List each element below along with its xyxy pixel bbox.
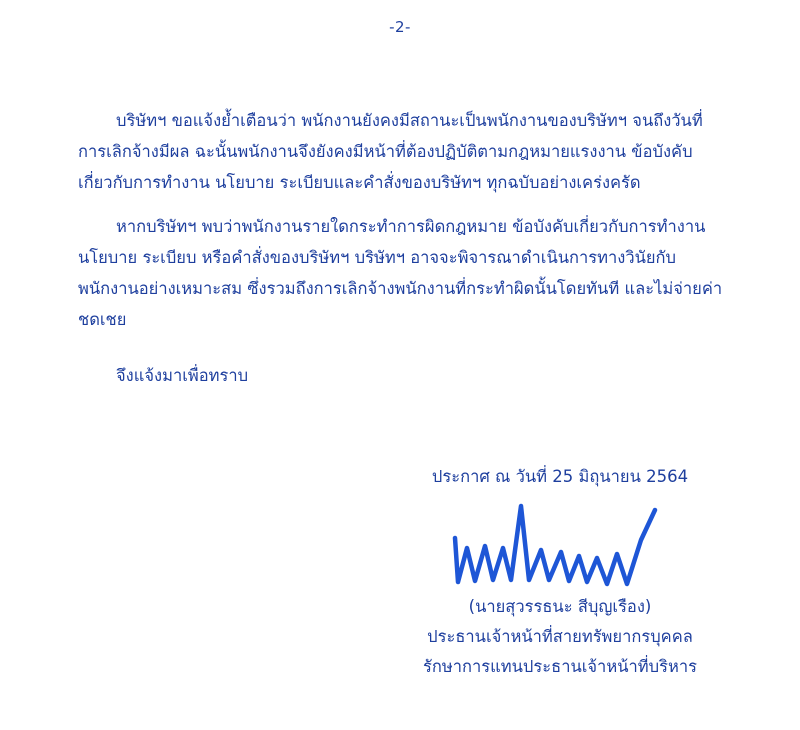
document-body: [78, 105, 723, 348]
closing-line: จึงแจ้งมาเพื่อทราบ: [116, 366, 249, 385]
signatory-name: (นายสุวรรธนะ สีบุญเรือง): [468, 597, 652, 616]
page-number: -2-: [389, 18, 411, 36]
announcement-date: ประกาศ ณ วันที่ 25 มิถุนายน 2564: [431, 467, 689, 486]
handwritten-signature: [380, 496, 740, 588]
signatory-title-line-1: ประธานเจ้าหน้าที่สายทรัพยากรบุคคล: [427, 627, 693, 646]
signature-block: [380, 462, 740, 682]
paragraph-2: หากบริษัทฯ พบว่าพนักงานรายใดกระทำการผิดกฎหมาย ข้อบังคับเกี่ยวกับการทำงาน นโยบาย ระเบียบ หรือคำสั่งของบริษัทฯ บริษัทฯ อาจจะพิจารณาดำเนินการทางวินัยกับพนักงานอย่างเหมาะสม ซึ่งรวมถึงการเลิกจ้างพนักงานที่กระทำผิดนั้นโดยทันที และไม่จ่ายค่าชดเชย: [78, 217, 723, 329]
paragraph-1: บริษัทฯ ขอแจ้งย้ำเตือนว่า พนักงานยังคงมีสถานะเป็นพนักงานของบริษัทฯ จนถึงวันที่การเลิกจ้างมีผล ฉะนั้นพนักงานจึงยังคงมีหน้าที่ต้องปฏิบัติตามกฎหมายแรงงาน ข้อบังคับเกี่ยวกับการทำงาน นโยบาย ระเบียบและคำสั่งของบริษัทฯ ทุกฉบับอย่างเคร่งครัด: [78, 111, 703, 192]
signatory-title-line-2: รักษาการแทนประธานเจ้าหน้าที่บริหาร: [423, 657, 697, 676]
